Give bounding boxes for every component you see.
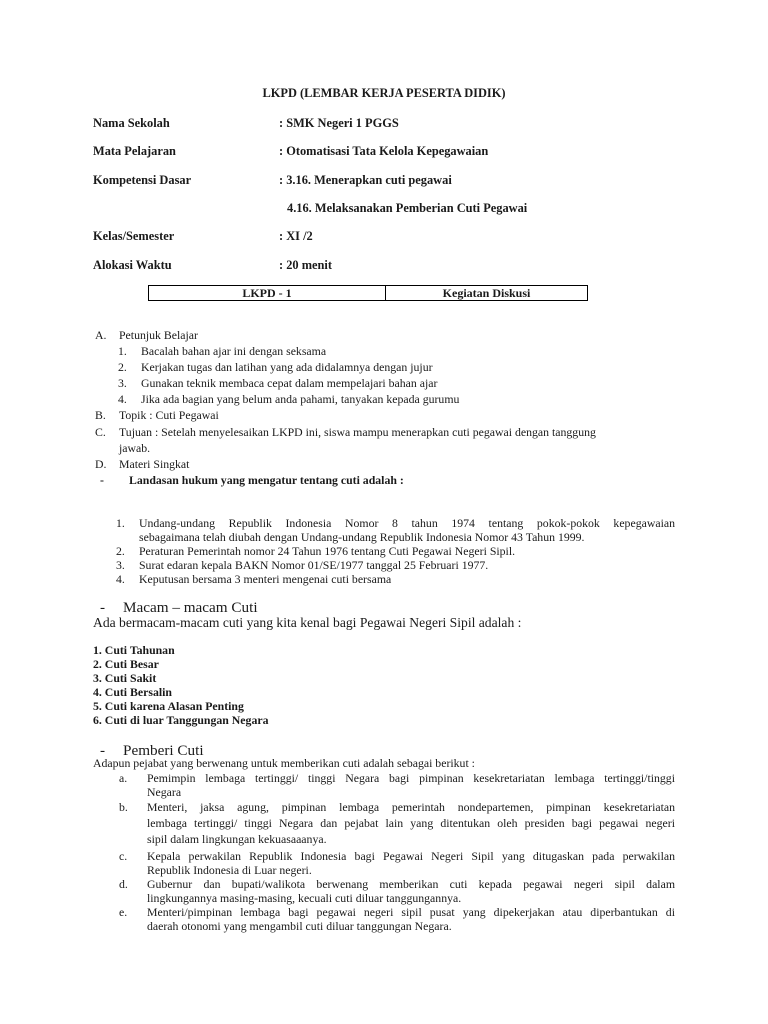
- section-a-item-text: Kerjakan tugas dan latihan yang ada didalamnya dengan jujur: [141, 360, 433, 374]
- section-a-item-text: Bacalah bahan ajar ini dengan seksama: [141, 344, 327, 358]
- section-c-marker: C.: [95, 425, 106, 439]
- document-title: LKPD (LEMBAR KERJA PESERTA DIDIK): [262, 86, 506, 100]
- pemberi-item-text: Menteri/pimpinan lembaga bagi pegawai negeri sipil pusat yang dipekerjakan atau diperbantukan di: [147, 905, 675, 919]
- pemberi-item-text: Pemimpin lembaga tertinggi/ tinggi Negara bagi pimpinan kesekretariatan lembaga tertinggi/tinggi: [147, 771, 675, 785]
- pemberi-item-text-cont: daerah otonomi yang mengambil cuti diluar tanggungan Negara.: [147, 919, 452, 933]
- info-value-kelas-semester: : XI /2: [279, 229, 313, 243]
- landasan-item-text: Peraturan Pemerintah nomor 24 Tahun 1976 tentang Cuti Pegawai Negeri Sipil.: [139, 544, 516, 558]
- pemberi-item-text-cont: lingkungannya masing-masing, kecuali cuti diluar tanggungannya.: [147, 891, 462, 905]
- pemberi-item-text-cont: lembaga tertinggi/ tinggi Negara dan pejabat lain yang ditentukan oleh presiden bagi pegawai negeri: [147, 816, 675, 830]
- section-c-line2: jawab.: [119, 441, 151, 455]
- pemberi-item-text-cont: Republik Indonesia di Luar negeri.: [147, 863, 312, 877]
- info-value-alokasi-waktu: : 20 menit: [279, 258, 332, 272]
- macam-item: 5. Cuti karena Alasan Penting: [93, 699, 244, 713]
- lkpd-table-cell-activity: Kegiatan Diskusi: [442, 286, 531, 300]
- section-a-item-text: Jika ada bagian yang belum anda pahami, tanyakan kepada gurumu: [141, 392, 460, 406]
- section-d-text: Materi Singkat: [119, 457, 190, 471]
- pemberi-item-letter: d.: [119, 877, 128, 891]
- landasan-item-text: Undang-undang Republik Indonesia Nomor 8 tahun 1974 tentang pokok-pokok kepegawaian: [139, 516, 675, 530]
- pemberi-dash: -: [100, 742, 106, 759]
- macam-item: 4. Cuti Bersalin: [93, 685, 172, 699]
- pemberi-item-letter: e.: [119, 905, 128, 919]
- macam-item: 2. Cuti Besar: [93, 657, 159, 671]
- section-c-line1: Tujuan : Setelah menyelesaikan LKPD ini, siswa mampu menerapkan cuti pegawai dengan tanggung: [119, 425, 596, 439]
- info-label-kelas-semester: Kelas/Semester: [93, 229, 175, 243]
- macam-item: 3. Cuti Sakit: [93, 671, 157, 685]
- landasan-item-num: 3.: [116, 558, 125, 572]
- landasan-item-text-cont: sebagaimana telah diubah dengan Undang-undang Republik Indonesia Nomor 43 Tahun 1999.: [139, 530, 585, 544]
- section-a-title: Petunjuk Belajar: [119, 328, 198, 342]
- macam-item: 1. Cuti Tahunan: [93, 643, 175, 657]
- pemberi-item-text-cont: sipil dalam lingkungan kekuasaaanya.: [147, 832, 327, 846]
- macam-item: 6. Cuti di luar Tanggungan Negara: [93, 713, 269, 727]
- landasan-item-text: Surat edaran kepala BAKN Nomor 01/SE/1977 tanggal 25 Februari 1977.: [139, 558, 489, 572]
- info-value-kompetensi-dasar: : 3.16. Menerapkan cuti pegawai: [279, 173, 452, 187]
- section-a-item-num: 4.: [118, 392, 127, 406]
- section-a-item-num: 1.: [118, 344, 127, 358]
- pemberi-item-letter: a.: [119, 771, 128, 785]
- macam-intro: Ada bermacam-macam cuti yang kita kenal bagi Pegawai Negeri Sipil adalah :: [93, 615, 522, 630]
- pemberi-item-letter: c.: [119, 849, 128, 863]
- info-value-mata-pelajaran: : Otomatisasi Tata Kelola Kepegawaian: [279, 144, 489, 158]
- section-a-marker: A.: [95, 328, 107, 342]
- landasan-title: Landasan hukum yang mengatur tentang cuti adalah :: [129, 473, 404, 487]
- section-b-marker: B.: [95, 408, 106, 422]
- pemberi-item-letter: b.: [119, 800, 128, 814]
- landasan-item-num: 1.: [116, 516, 125, 530]
- info-label-mata-pelajaran: Mata Pelajaran: [93, 144, 176, 158]
- pemberi-item-text-cont: Negara: [147, 785, 182, 799]
- macam-title: Macam – macam Cuti: [123, 599, 258, 616]
- section-a-item-text: Gunakan teknik membaca cepat dalam mempelajari bahan ajar: [141, 376, 438, 390]
- landasan-item-num: 2.: [116, 544, 125, 558]
- pemberi-item-text: Kepala perwakilan Republik Indonesia bagi Pegawai Negeri Sipil yang ditugaskan pada perwakilan: [147, 849, 675, 863]
- macam-dash: -: [100, 599, 106, 616]
- pemberi-title: Pemberi Cuti: [123, 742, 204, 759]
- pemberi-intro: Adapun pejabat yang berwenang untuk memberikan cuti adalah sebagai berikut :: [93, 756, 475, 770]
- section-a-item-num: 3.: [118, 376, 127, 390]
- pemberi-item-text: Gubernur dan bupati/walikota berwenang memberikan cuti kepada pegawai negeri sipil dalam: [147, 877, 675, 891]
- info-value-kompetensi-dasar-2: 4.16. Melaksanakan Pemberian Cuti Pegawai: [287, 201, 528, 215]
- section-d-marker: D.: [95, 457, 107, 471]
- lkpd-table-cell-number: LKPD - 1: [149, 286, 386, 300]
- lkpd-table: [148, 285, 588, 301]
- info-label-nama-sekolah: Nama Sekolah: [93, 116, 170, 130]
- landasan-item-text: Keputusan bersama 3 menteri mengenai cuti bersama: [139, 572, 392, 586]
- landasan-dash: -: [100, 473, 104, 487]
- info-label-alokasi-waktu: Alokasi Waktu: [93, 258, 172, 272]
- landasan-item-num: 4.: [116, 572, 125, 586]
- info-label-kompetensi-dasar: Kompetensi Dasar: [93, 173, 192, 187]
- pemberi-item-text: Menteri, jaksa agung, pimpinan lembaga pemerintah nondepartemen, pimpinan kesekretariatan: [147, 800, 675, 814]
- info-value-nama-sekolah: : SMK Negeri 1 PGGS: [279, 116, 399, 130]
- section-b-text: Topik : Cuti Pegawai: [119, 408, 219, 422]
- section-a-item-num: 2.: [118, 360, 127, 374]
